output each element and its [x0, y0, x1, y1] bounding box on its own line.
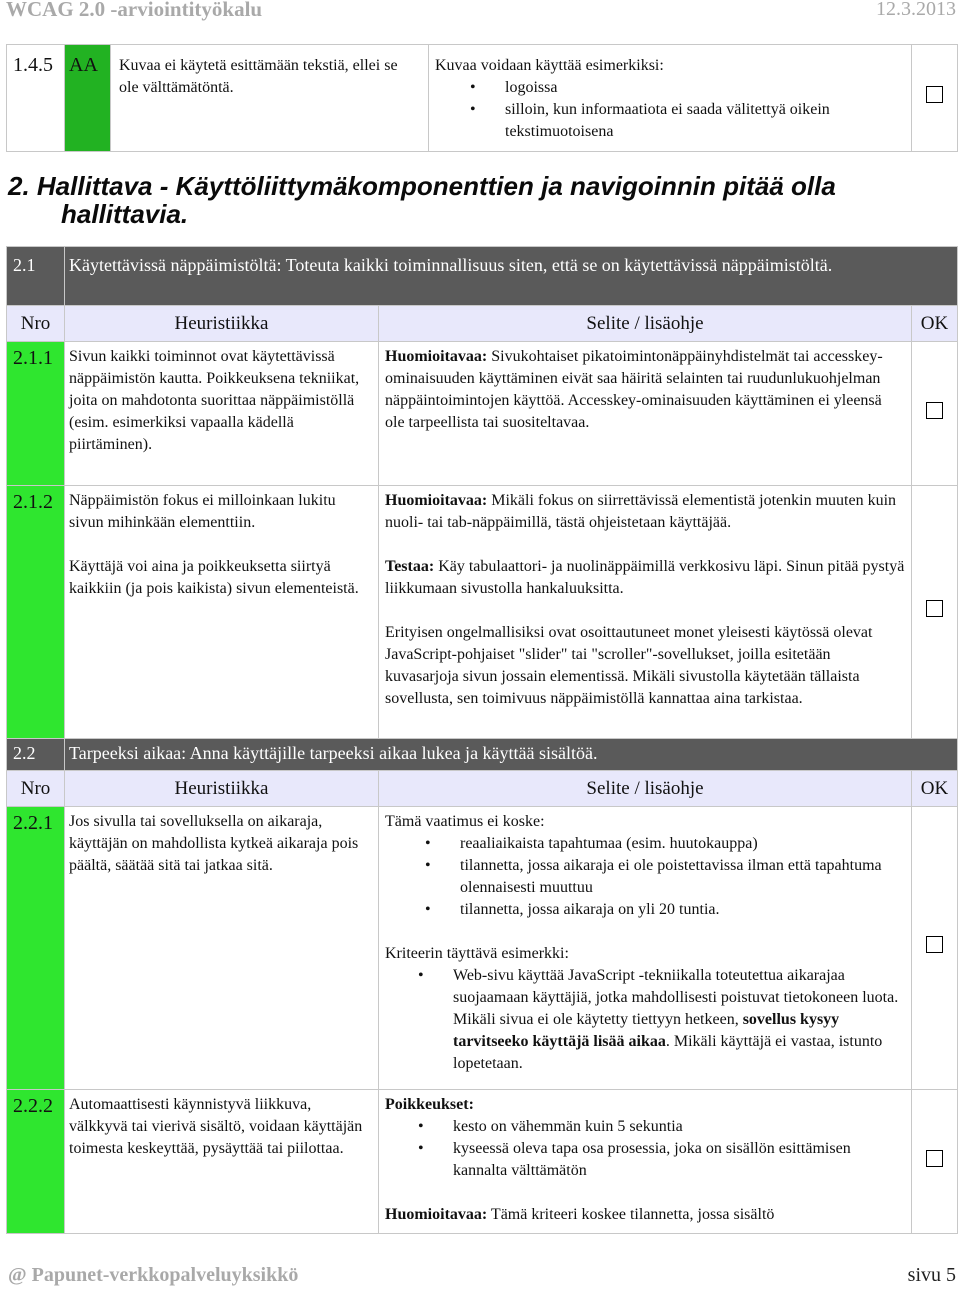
- section-number: 2.1: [7, 247, 65, 306]
- principle-heading-line1: 2. Hallittava - Käyttöliittymäkomponenttien ja navigoinnin pitää olla: [8, 171, 836, 201]
- ok-cell: [912, 486, 958, 739]
- table-row: [7, 342, 958, 486]
- col-header-note: Selite / lisäohje: [379, 306, 912, 342]
- criterion-heuristic: Sivun kaikki toiminnot ovat käytettävissä näppäimistön kautta. Poikkeuksena tekniikat, joita on mahdotonta suorittaa näppäimistöllä (esim. esimerkiksi vapaalla kädellä piirtäminen).: [65, 342, 379, 486]
- heuristic-paragraph: Käyttäjä voi aina ja poikkeuksetta siirtyä kaikkiin (ja pois kaikista) sivun elementeistä.: [69, 558, 359, 597]
- col-header-nro: Nro: [7, 306, 65, 342]
- list-item: • kesto on vähemmän kuin 5 sekuntia: [453, 1116, 905, 1138]
- criterion-note: [379, 342, 912, 486]
- ok-cell: [912, 45, 958, 152]
- page-header: [0, 0, 960, 26]
- table-row: [7, 45, 958, 152]
- criterion-note: [379, 486, 912, 739]
- table-row: [7, 486, 958, 739]
- criteria-table-22: [6, 738, 958, 1234]
- criterion-number: 1.4.5: [7, 45, 65, 152]
- note-text: Käy tabulaattori- ja nuolinäppäimillä verkkosivu läpi. Sinun pitää pystyä liikkumaan sivustolla hankaluuksitta.: [385, 558, 905, 597]
- table-row: [7, 807, 958, 1090]
- criterion-note: [379, 1090, 912, 1234]
- criteria-table-21: [6, 246, 958, 739]
- note-paragraph: [385, 1204, 905, 1226]
- col-header-heuristic: Heuristiikka: [65, 306, 379, 342]
- example-list: [385, 965, 905, 1075]
- ok-checkbox[interactable]: [926, 86, 943, 103]
- footer-publisher: @ Papunet-verkkopalveluyksikkö: [8, 1264, 299, 1286]
- note-paragraph: [385, 490, 905, 534]
- note-label: Huomioitavaa:: [385, 492, 488, 509]
- note-list: [385, 1116, 905, 1182]
- col-header-ok: OK: [912, 306, 958, 342]
- list-item: • tilannetta, jossa aikaraja on yli 20 tuntia.: [460, 899, 905, 921]
- criterion-heuristic: Jos sivulla tai sovelluksella on aikaraja, käyttäjän on mahdollista kytkeä aikaraja pois päältä, säätää sitä tai jatkaa sitä.: [65, 807, 379, 1090]
- list-item: • logoissa: [505, 77, 903, 99]
- table-header-row: [7, 771, 958, 807]
- note-label: Testaa:: [385, 558, 435, 575]
- col-header-note: Selite / lisäohje: [379, 771, 912, 807]
- section-title: Käytettävissä näppäimistöltä: Toteuta kaikki toiminnallisuus siten, että se on käytettävissä näppäimistöltä.: [65, 247, 958, 306]
- criterion-number: 2.2.2: [7, 1090, 65, 1234]
- criterion-heuristic: Automaattisesti käynnistyvä liikkuva, välkkyvä tai vierivä sisältö, voidaan käyttäjän toimesta keskeyttää, pysäyttää tai piilottaa.: [65, 1090, 379, 1234]
- criterion-heuristic: Kuvaa ei käytetä esittämään tekstiä, ellei se ole välttämätöntä.: [111, 45, 429, 152]
- ok-checkbox[interactable]: [926, 600, 943, 617]
- note-intro: Tämä vaatimus ei koske:: [385, 813, 545, 830]
- principle-heading: [8, 172, 908, 228]
- criterion-heuristic: [65, 486, 379, 739]
- section-title: Tarpeeksi aikaa: Anna käyttäjille tarpeeksi aikaa lukea ja käyttää sisältöä.: [65, 739, 958, 771]
- section-bar: [7, 739, 958, 771]
- note-text: Tämä kriteeri koskee tilannetta, jossa sisältö: [487, 1206, 775, 1223]
- page-footer: [0, 1264, 960, 1289]
- heuristic-paragraph: Näppäimistön fokus ei milloinkaan lukitu sivun mihinkään elementtiin.: [69, 492, 336, 531]
- list-item: • kyseessä oleva tapa osa prosessia, joka on sisällön esittämisen kannalta välttämätön: [453, 1138, 905, 1182]
- note-list: [435, 77, 903, 143]
- note-paragraph: Erityisen ongelmallisiksi ovat osoittautuneet monet yleisesti käytössä olevat JavaScript-pohjaiset "slider" tai "scroller"-sovellukset, joilla esitetään kuvasarjoja sivun jossain elementissä. Mikäli sivustolla käytetään tällaista sovellusta, sen toimivuus näppäimistöllä kannattaa aina tarkistaa.: [385, 624, 873, 707]
- list-item: • tilannetta, jossa aikaraja ei ole poistettavissa ilman että tapahtuma olennaisesti muuttuu: [460, 855, 905, 899]
- document-date: 12.3.2013: [876, 0, 956, 20]
- table-row: [7, 1090, 958, 1234]
- criterion-number: 2.1.2: [7, 486, 65, 739]
- note-intro: Kuvaa voidaan käyttää esimerkiksi:: [435, 57, 664, 74]
- note-label: Huomioitavaa:: [385, 1206, 488, 1223]
- example-bold: sovellus kysyy tarvitseeko käyttäjä lisää aikaa: [453, 1011, 840, 1050]
- exceptions-label: Poikkeukset:: [385, 1096, 474, 1113]
- note-text: Sivukohtaiset pikatoimintonäppäinyhdistelmät tai accesskey-ominaisuuden käyttäminen eivät saa häiritä selainten tai ruudunlukuohjelman näppäintoimintojen käyttöä. Accesskey-ominaisuuden käyttäminen ei yleensä ole tarpeellista tai suositeltavaa.: [385, 348, 883, 431]
- criteria-table-145: [6, 44, 958, 152]
- document-title: WCAG 2.0 -arviointityökalu: [6, 0, 263, 21]
- col-header-nro: Nro: [7, 771, 65, 807]
- criterion-note: [429, 45, 912, 152]
- list-item: • reaaliaikaista tapahtumaa (esim. huutokauppa): [460, 833, 905, 855]
- col-header-ok: OK: [912, 771, 958, 807]
- level-badge: AA: [65, 45, 111, 152]
- example-intro: Kriteerin täyttävä esimerkki:: [385, 945, 569, 962]
- criterion-number: 2.1.1: [7, 342, 65, 486]
- ok-checkbox[interactable]: [926, 936, 943, 953]
- ok-checkbox[interactable]: [926, 1150, 943, 1167]
- example-text: Web-sivu käyttää JavaScript -tekniikalla toteutettua aikarajaa suojaamaan käyttäjiä, jotka mahdollisesti poistuvat tietokoneen luota. Mikäli sivua ei ole käytetty tiettyyn hetkeen,: [453, 967, 899, 1028]
- note-label: Huomioitavaa:: [385, 348, 488, 365]
- principle-heading-line2: hallittavia.: [61, 199, 189, 229]
- example-text: . Mikäli käyttäjä ei vastaa, istunto lopetetaan.: [453, 1033, 883, 1072]
- criterion-number: 2.2.1: [7, 807, 65, 1090]
- ok-checkbox[interactable]: [926, 402, 943, 419]
- list-item: • silloin, kun informaatiota ei saada välitettyä oikein tekstimuotoisena: [505, 99, 903, 143]
- note-text: Mikäli fokus on siirrettävissä elementistä jotenkin muuten kuin nuoli- tai tab-näppäimillä, tästä ohjeistetaan käyttäjää.: [385, 492, 897, 531]
- note-paragraph: [385, 556, 905, 600]
- col-header-heuristic: Heuristiikka: [65, 771, 379, 807]
- section-number: 2.2: [7, 739, 65, 771]
- ok-cell: [912, 342, 958, 486]
- table-header-row: [7, 306, 958, 342]
- ok-cell: [912, 807, 958, 1090]
- ok-cell: [912, 1090, 958, 1234]
- list-item: [453, 965, 905, 1075]
- section-bar: [7, 247, 958, 306]
- page-number: sivu 5: [907, 1264, 956, 1286]
- note-list: [385, 833, 905, 921]
- criterion-note: [379, 807, 912, 1090]
